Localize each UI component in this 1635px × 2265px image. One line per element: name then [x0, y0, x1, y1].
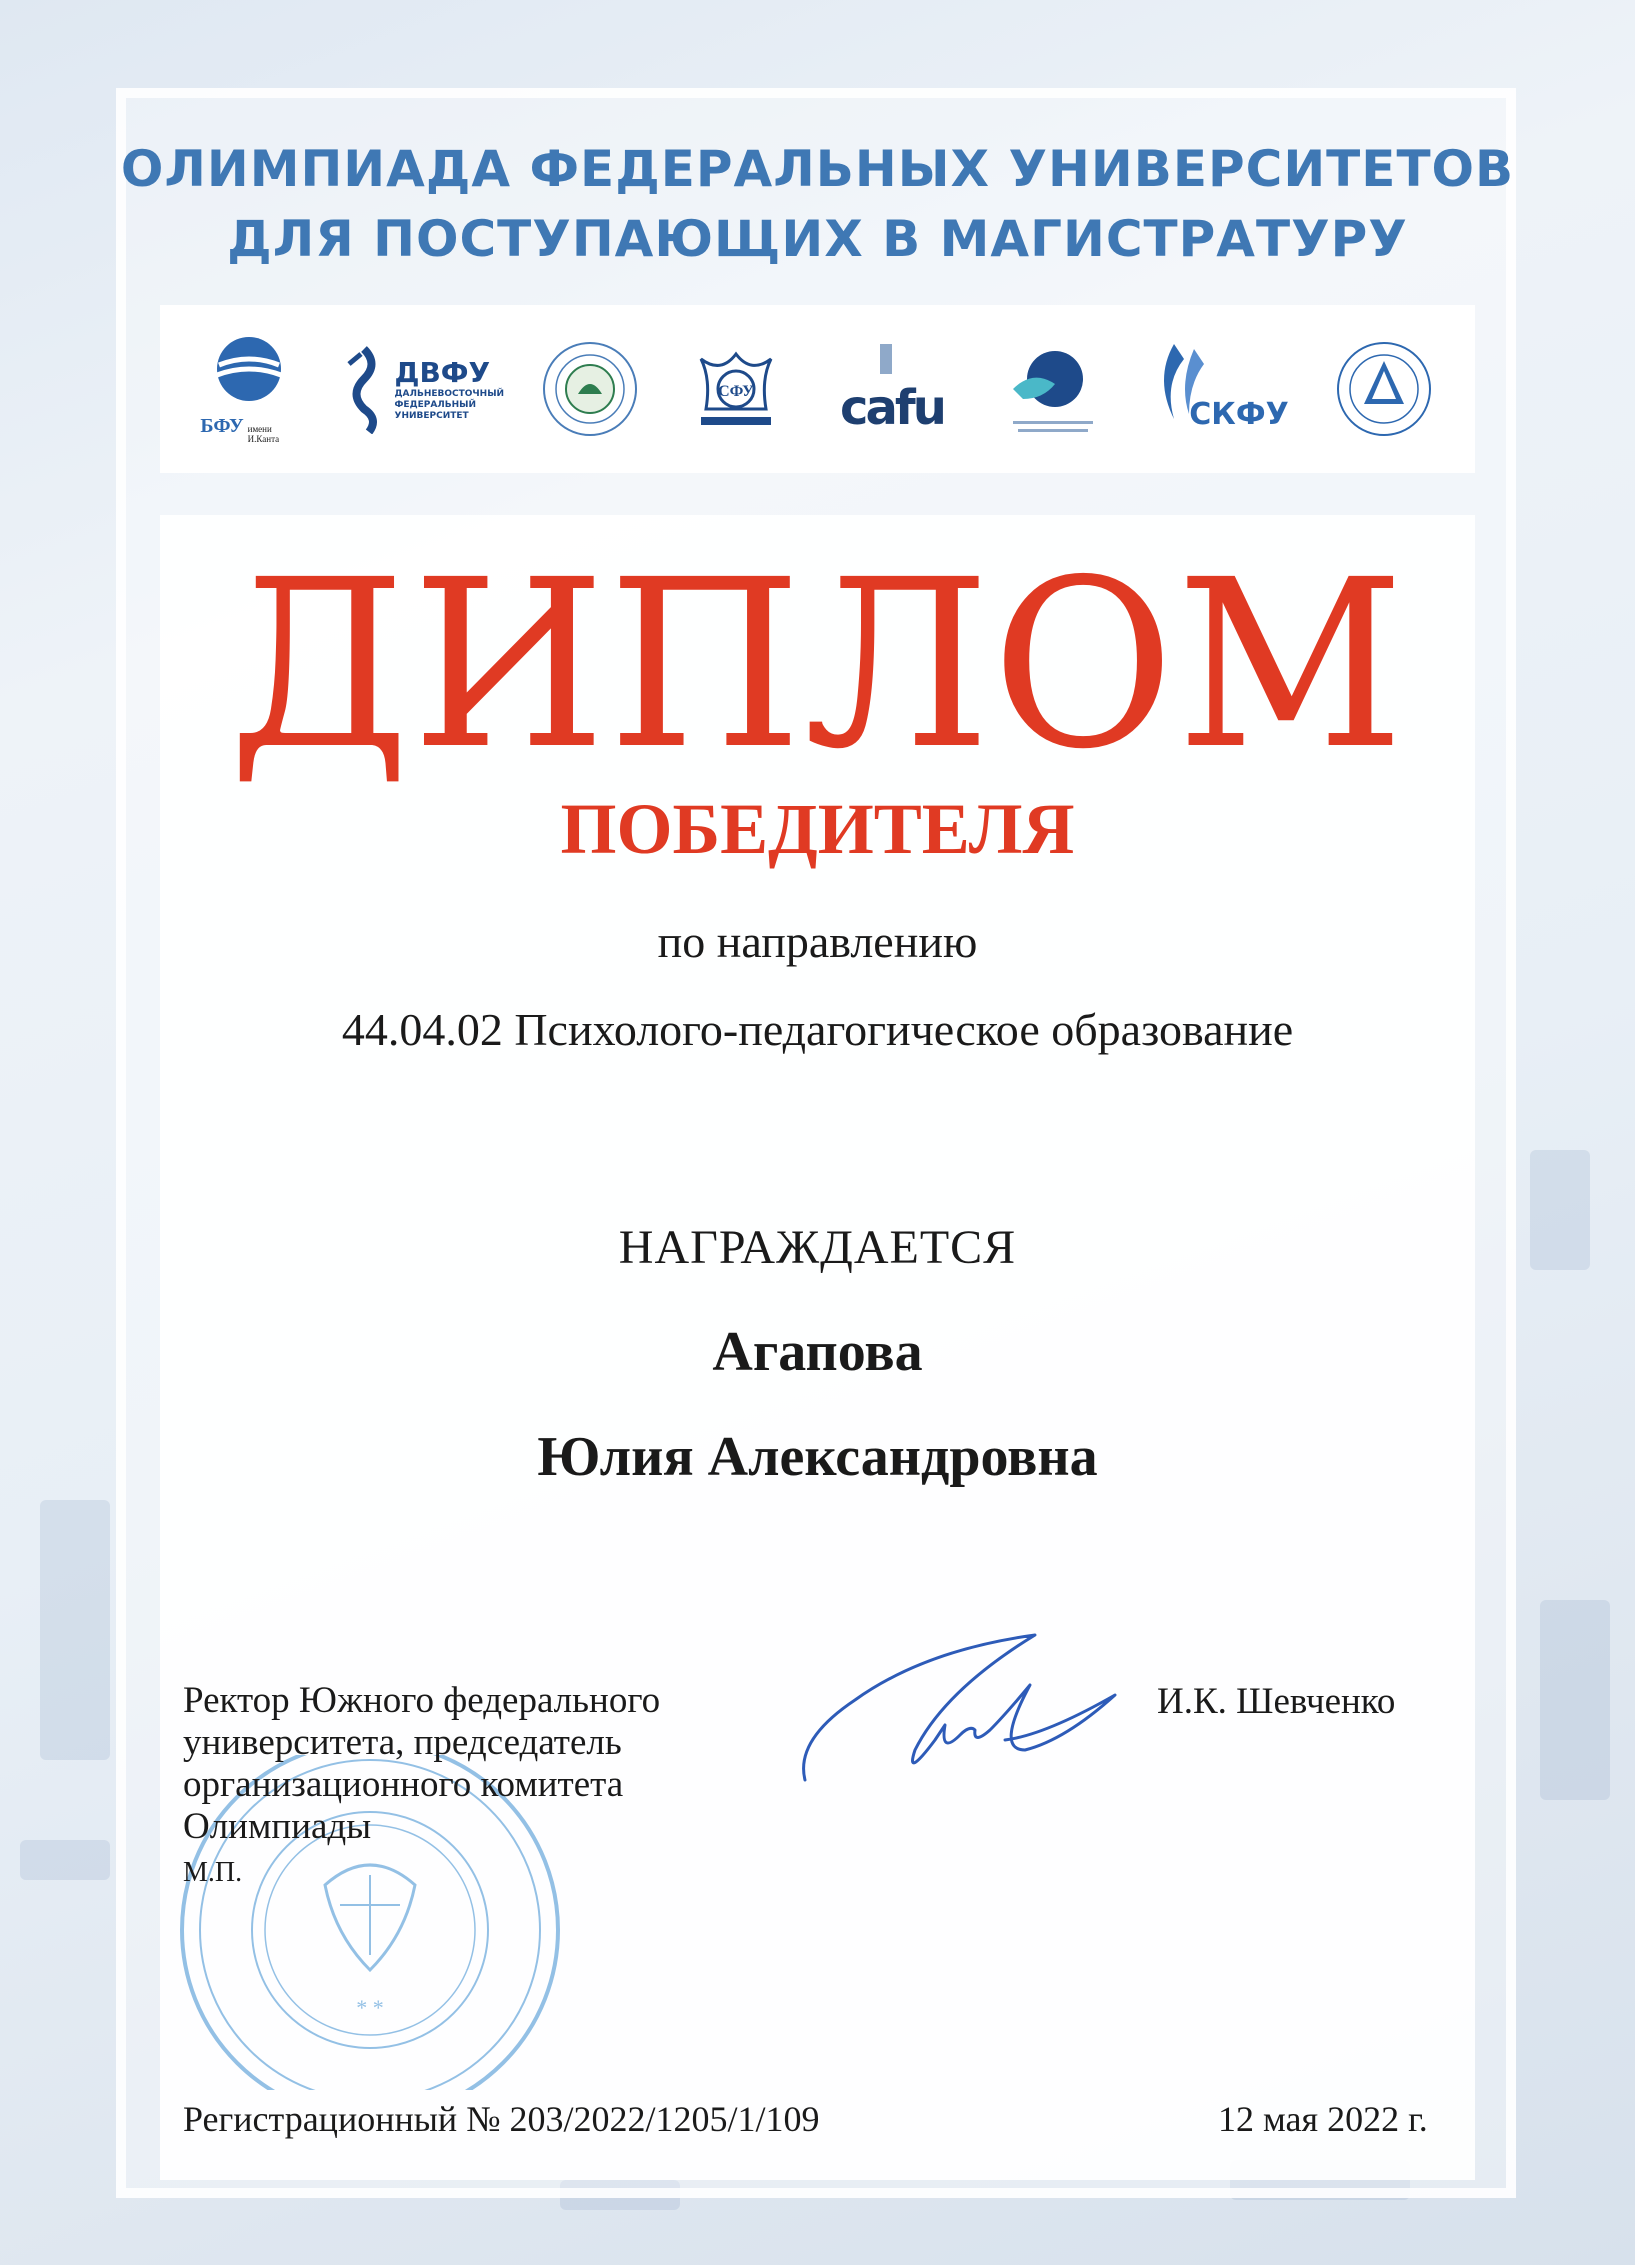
header-line-2: ДЛЯ ПОСТУПАЮЩИХ В МАГИСТРАТУРУ — [227, 210, 1408, 268]
registration-number: Регистрационный № 203/2022/1205/1/109 — [183, 2099, 820, 2139]
handwritten-signature — [795, 1630, 1125, 1790]
signatory-title — [183, 1680, 660, 1894]
recipient-given-names: Юлия Александровна — [537, 1426, 1098, 1488]
document-subtitle: ПОБЕДИТЕЛЯ — [560, 789, 1075, 869]
signer-name: И.К. Шевченко — [1157, 1681, 1396, 1722]
signatory-line-3: организационного комитета — [183, 1764, 624, 1805]
sfu-logo — [681, 339, 791, 439]
bfu-logo-text: БФУ — [200, 414, 244, 437]
svg-text:cafu: cafu — [840, 380, 944, 436]
bfu-logo — [200, 335, 297, 444]
direction-name: 44.04.02 Психолого-педагогическое образование — [341, 1004, 1294, 1055]
signatory-line-1: Ректор Южного федерального — [183, 1680, 661, 1721]
skfu-logo-text: СКФУ — [1188, 397, 1289, 432]
signatory-line-2: университета, председатель — [183, 1722, 622, 1763]
yufu-logo — [1334, 339, 1434, 439]
dvfu-logo-text: ДВФУ — [394, 356, 491, 389]
university-logos-strip — [160, 305, 1475, 473]
header-line-1: ОЛИМПИАДА ФЕДЕРАЛЬНЫХ УНИВЕРСИТЕТОВ — [120, 140, 1515, 198]
bfu-logo-small: имени И.Канта — [247, 423, 280, 444]
svfu-logo — [993, 339, 1103, 439]
skfu-logo — [1144, 339, 1294, 439]
stamp-place-label: М.П. — [183, 1857, 243, 1888]
direction-intro: по направлению — [657, 916, 978, 967]
awarded-label: НАГРАЖДАЕТСЯ — [618, 1221, 1017, 1274]
kfu-logo — [540, 339, 640, 439]
document-title: ДИПЛОМ — [228, 530, 1407, 800]
dvfu-logo-small: ДАЛЬНЕВОСТОЧНЫЙ ФЕДЕРАЛЬНЫЙ УНИВЕРСИТЕТ — [394, 389, 505, 421]
dvfu-logo — [339, 344, 505, 434]
recipient-surname: Агапова — [712, 1321, 923, 1383]
signatory-line-4: Олимпиады — [183, 1806, 372, 1847]
safu-logo — [832, 339, 952, 439]
svg-text:* *: * * — [356, 1995, 384, 2020]
issue-date: 12 мая 2022 г. — [1218, 2099, 1428, 2139]
svg-text:СФУ: СФУ — [718, 383, 755, 400]
